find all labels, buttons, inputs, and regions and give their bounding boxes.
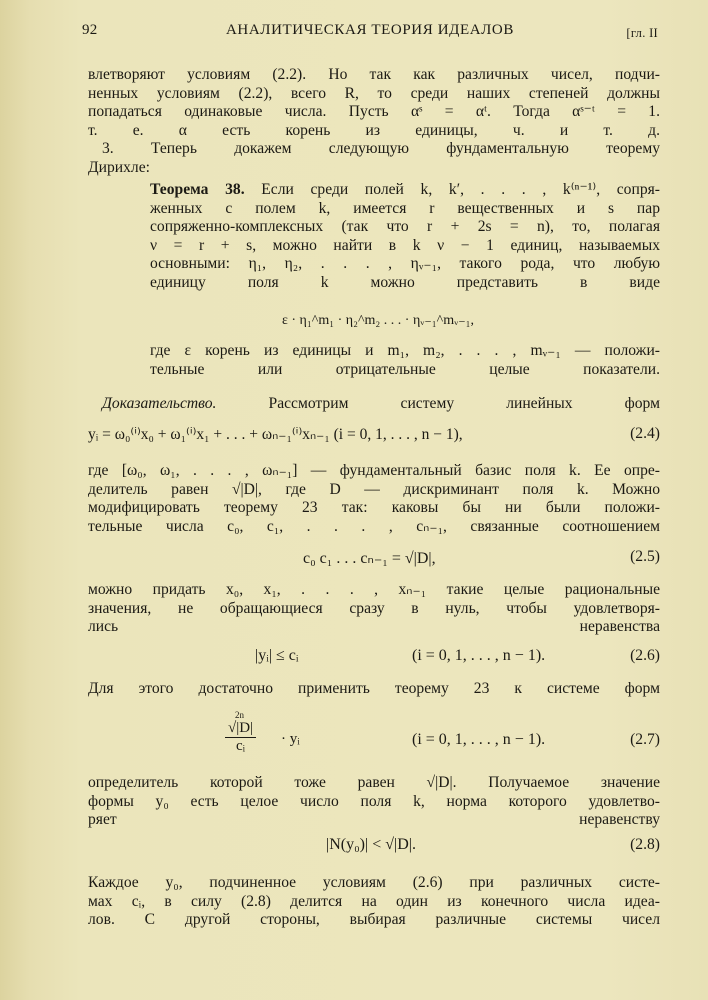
theorem-first-line: Теорема 38. Если среди полей k, k′, . . . , k⁽ⁿ⁻¹⁾, сопря- bbox=[150, 181, 660, 198]
text-line: где [ω₀, ω₁, . . . , ωₙ₋₁] — фундаментальный базис поля k. Ее опре- bbox=[88, 462, 660, 479]
text-line: влетворяют условиям (2.2). Но так как различных чисел, подчи- bbox=[88, 66, 660, 83]
proof-intro: Доказательство. Рассмотрим систему линейных форм bbox=[102, 395, 660, 412]
equation-2-5: c₀ c₁ . . . cₙ₋₁ = √|D|, bbox=[303, 550, 436, 567]
text-line: модифицировать теорему 23 так: каковы бы ни были положи- bbox=[88, 499, 660, 517]
text-line: ряет неравенству bbox=[88, 811, 660, 829]
text-line: формы y₀ есть целое число поля k, норма которого удовлетво- bbox=[88, 792, 660, 810]
text-line: тельные числа c₀, c₁, . . . , cₙ₋₁, связанные соотношением bbox=[88, 517, 660, 535]
denominator: cᵢ bbox=[235, 738, 246, 754]
equation-number-2-4: (2.4) bbox=[630, 425, 660, 442]
root-index: 2n bbox=[235, 710, 244, 720]
text-line: где ε корень из единицы и m₁, m₂, . . . , mᵥ₋₁ — положи- bbox=[150, 342, 660, 359]
paragraph-assign-values bbox=[88, 581, 660, 637]
paragraph-basis bbox=[88, 462, 660, 536]
text-line: 3. Теперь докажем следующую фундаментальную теорему bbox=[102, 140, 660, 157]
text-line: Каждое y₀, подчиненное условиям (2.6) при различных систе- bbox=[88, 874, 660, 891]
text-line: Для этого достаточно применить теорему 23 к системе форм bbox=[88, 680, 660, 697]
running-title: АНАЛИТИЧЕСКАЯ ТЕОРИЯ ИДЕАЛОВ bbox=[226, 22, 514, 38]
text-line: т. е. α есть корень из единицы, ч. и т. д. bbox=[88, 121, 660, 139]
text-line: можно придать x₀, x₁, . . . , xₙ₋₁ такие целые рациональные bbox=[88, 581, 660, 598]
equation-number-2-6: (2.6) bbox=[630, 647, 660, 664]
text-line: делитель равен √|D|, где D — дискриминант поля k. Можно bbox=[88, 480, 660, 498]
running-header bbox=[82, 22, 658, 46]
proof-label: Доказательство. bbox=[102, 395, 217, 412]
equation-2-4: yᵢ = ω₀⁽ⁱ⁾x₀ + ω₁⁽ⁱ⁾x₁ + . . . + ωₙ₋₁⁽ⁱ⁾xₙ₋₁ (i = 0, 1, . . . , n − 1), bbox=[88, 426, 463, 443]
text-line: лов. С другой стороны, выбирая различные системы чисел bbox=[88, 911, 660, 929]
text-line: единицу поля k можно представить в виде bbox=[150, 273, 660, 291]
text-line: сопряженно-комплексных (так что r + 2s = n), то, полагая bbox=[150, 218, 660, 236]
text-line: значения, не обращающиеся сразу в нуль, чтобы удовлетворя- bbox=[88, 599, 660, 617]
paragraph-apply-theorem bbox=[88, 680, 660, 699]
equation-2-7-rhs: (i = 0, 1, . . . , n − 1). bbox=[412, 731, 546, 748]
paragraph-divisibility bbox=[88, 874, 660, 930]
text-line: мах cᵢ, в силу (2.8) делится на один из конечного числа идеа- bbox=[88, 892, 660, 910]
text-line: ν = r + s, можно найти в k ν − 1 единиц, называемых bbox=[150, 236, 660, 254]
text-line: тельные или отрицательные целые показатели. bbox=[150, 360, 660, 378]
paragraph-continuation bbox=[88, 66, 660, 140]
chapter-marker: [гл. II bbox=[626, 26, 658, 40]
equation-number-2-7: (2.7) bbox=[630, 731, 660, 748]
theorem-label: Теорема 38. bbox=[150, 181, 245, 198]
text-line: Дирихле: bbox=[88, 158, 150, 176]
paragraph-determinant bbox=[88, 774, 660, 830]
text-line: определитель которой тоже равен √|D|. Получаемое значение bbox=[88, 774, 660, 791]
multiplier: · yᵢ bbox=[281, 731, 300, 747]
equation-2-8: |N(y₀)| < √|D|. bbox=[326, 836, 416, 853]
text-line: основными: η₁, η₂, . . . , ηᵥ₋₁, такого рода, что любую bbox=[150, 255, 660, 273]
equation-number-2-8: (2.8) bbox=[630, 836, 660, 853]
text-line: попадаться одинаковые числа. Пусть αˢ = αᵗ. Тогда αˢ⁻ᵗ = 1. bbox=[88, 103, 660, 121]
fraction bbox=[225, 720, 256, 755]
theorem-formula: ε · η₁^m₁ · η₂^m₂ . . . · ηᵥ₋₁^mᵥ₋₁, bbox=[282, 313, 475, 328]
equation-number-2-5: (2.5) bbox=[630, 548, 660, 565]
theorem-38 bbox=[150, 181, 660, 293]
page-number: 92 bbox=[82, 22, 98, 38]
text-line: ненных условиям (2.2), всего R, то среди наших степеней должны bbox=[88, 84, 660, 102]
equation-2-6-rhs: (i = 0, 1, . . . , n − 1). bbox=[412, 647, 546, 664]
theorem-conclusion bbox=[150, 342, 660, 379]
equation-2-6-lhs: |yᵢ| ≤ cᵢ bbox=[255, 647, 299, 664]
text-line: женных с полем k, имеется r вещественных и s пар bbox=[150, 199, 660, 217]
text-line: лись неравенства bbox=[88, 618, 660, 636]
paragraph-dirichlet-intro bbox=[88, 140, 660, 177]
numerator: √|D| bbox=[225, 720, 256, 738]
